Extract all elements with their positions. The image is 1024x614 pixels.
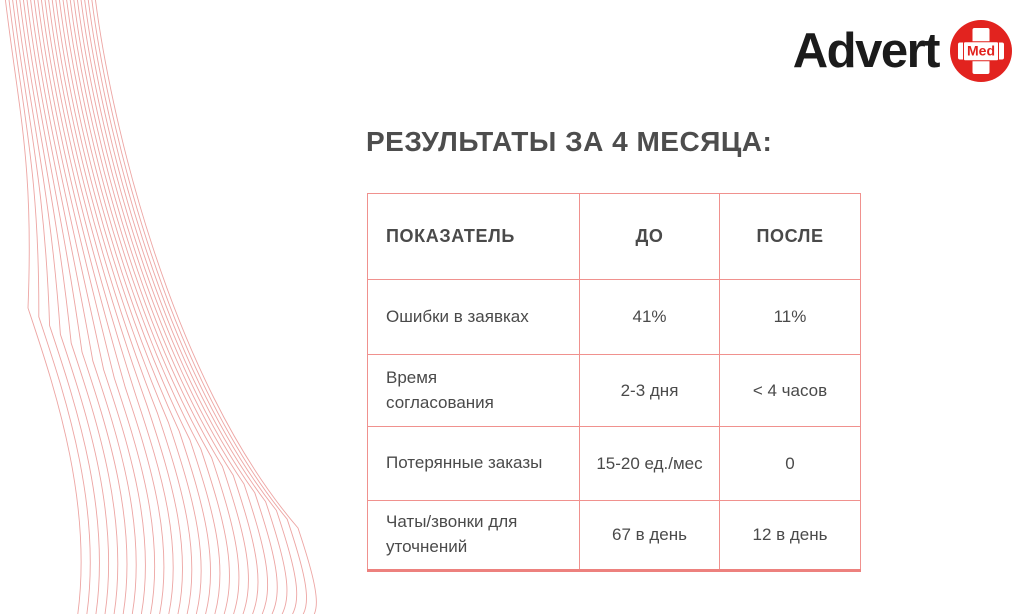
after-value: 0 xyxy=(720,427,861,501)
brand-name: Advert xyxy=(792,23,939,78)
metric-cell: Чаты/звонки для уточнений xyxy=(368,501,580,571)
after-value: 12 в день xyxy=(720,501,861,571)
before-column-header: ДО xyxy=(580,194,720,280)
table-row xyxy=(368,280,861,355)
before-value: 2-3 дня xyxy=(580,355,720,427)
table-row xyxy=(368,501,861,571)
metric-cell: Потерянные заказы xyxy=(368,427,580,501)
wave-decoration xyxy=(0,0,340,614)
wave-lines-graphic xyxy=(0,0,340,614)
before-value: 41% xyxy=(580,280,720,355)
results-table xyxy=(367,193,861,572)
table-row xyxy=(368,355,861,427)
med-badge-label: Med xyxy=(963,41,999,61)
metric-cell: Ошибки в заявках xyxy=(368,280,580,355)
table-header-row xyxy=(368,194,861,280)
after-column-header: ПОСЛЕ xyxy=(720,194,861,280)
after-value: 11% xyxy=(720,280,861,355)
metric-cell: Время согласования xyxy=(368,355,580,427)
brand-logo xyxy=(793,20,1012,82)
metric-column-header: ПОКАЗАТЕЛЬ xyxy=(368,194,580,280)
med-cross-icon xyxy=(950,20,1012,82)
before-value: 67 в день xyxy=(580,501,720,571)
before-value: 15-20 ед./мес xyxy=(580,427,720,501)
table-row xyxy=(368,427,861,501)
after-value: < 4 часов xyxy=(720,355,861,427)
slide-title: РЕЗУЛЬТАТЫ ЗА 4 МЕСЯЦА: xyxy=(366,126,773,157)
